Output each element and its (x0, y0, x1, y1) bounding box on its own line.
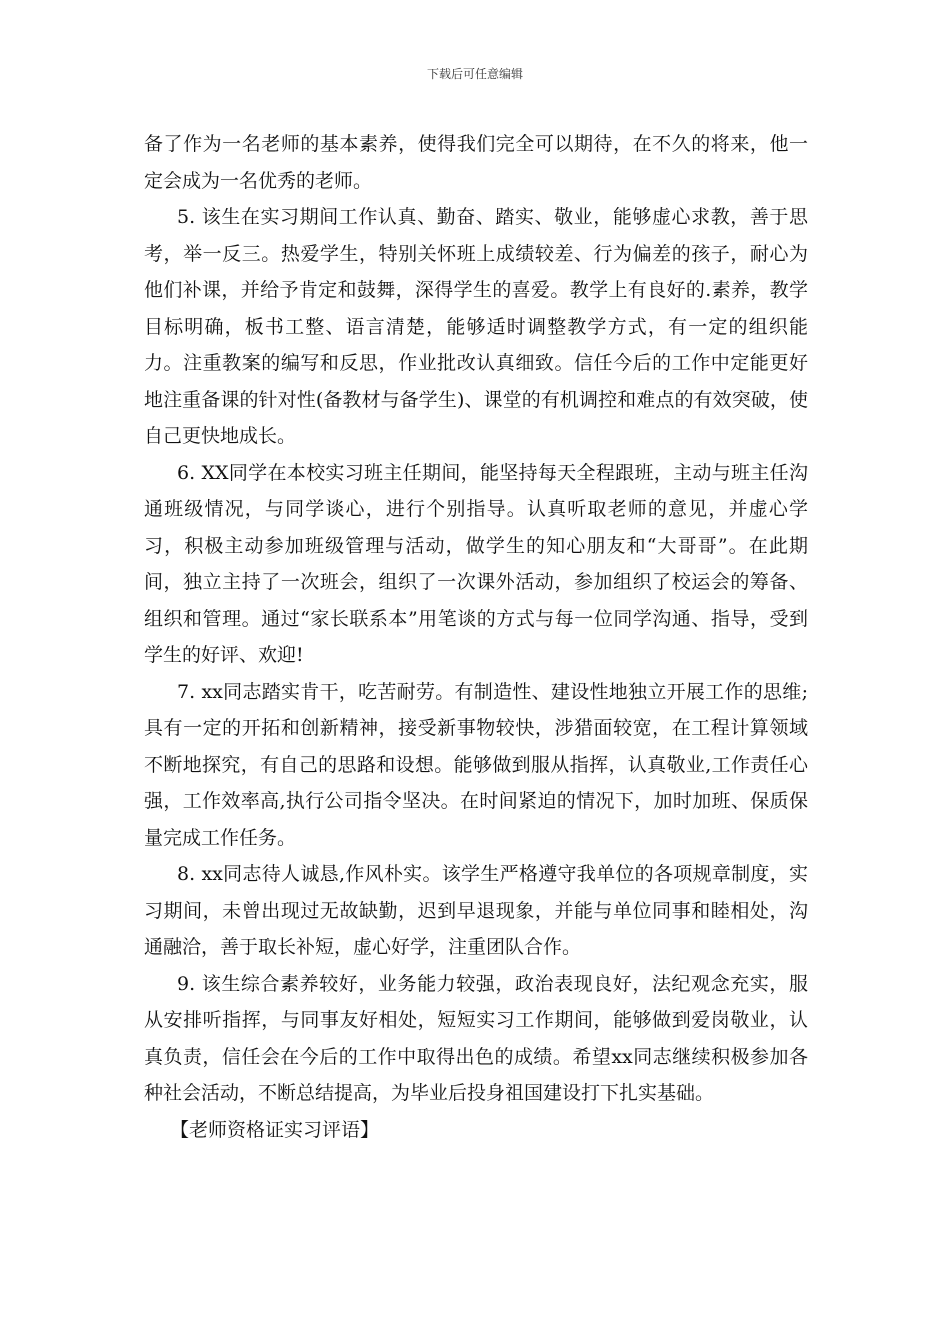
document-body (144, 126, 808, 1148)
paragraph-item-9: 9. 该生综合素养较好，业务能力较强，政治表现良好，法纪观念充实，服从安排听指挥，与同事友好相处，短短实习工作期间，能够做到爱岗敬业，认真负责，信任会在今后的工作中取得出色的成绩。希望xx同志继续积极参加各种社会活动，不断总结提高，为毕业后投身祖国建设打下扎实基础。 (144, 972, 808, 1104)
paragraph-item-7: 7. xx同志踏实肯干，吃苦耐劳。有制造性、建设性地独立开展工作的思维;具有一定的开拓和创新精神，接受新事物较快，涉猎面较宽，在工程计算领域不断地探究，有自己的思路和设想。能够做到服从指挥，认真敬业,工作责任心强，工作效率高,执行公司指令坚决。在时间紧迫的情况下，加时加班、保质保量完成工作任务。 (144, 680, 808, 849)
paragraph-continuation: 备了作为一名老师的基本素养，使得我们完全可以期待，在不久的将来，他一定会成为一名优秀的老师。 (144, 133, 808, 192)
paragraph-item-6: 6. XX同学在本校实习班主任期间，能坚持每天全程跟班，主动与班主任沟通班级情况，与同学谈心，进行个别指导。认真听取老师的意见，并虚心学习，积极主动参加班级管理与活动，做学生的知心朋友和“大哥哥”。在此期间，独立主持了一次班会，组织了一次课外活动，参加组织了校运会的筹备、组织和管理。通过“家长联系本”用笔谈的方式与每一位同学沟通、指导，受到学生的好评、欢迎! (144, 461, 808, 666)
section-title: 【老师资格证实习评语】 (170, 1118, 380, 1141)
page-header: 下载后可任意编辑 (426, 67, 523, 81)
paragraph-item-5: 5. 该生在实习期间工作认真、勤奋、踏实、敬业，能够虚心求教，善于思考，举一反三。热爱学生，特别关怀班上成绩较差、行为偏差的孩子，耐心为他们补课，并给予肯定和鼓舞，深得学生的喜爱。教学上有良好的.素养，教学目标明确，板书工整、语言清楚，能够适时调整教学方式，有一定的组织能力。注重教案的编写和反思，作业批改认真细致。信任今后的工作中定能更好地注重备课的针对性(备教材与备学生)、课堂的有机调控和难点的有效突破，使自己更快地成长。 (144, 206, 808, 447)
paragraph-item-8: 8. xx同志待人诚恳,作风朴实。该学生严格遵守我单位的各项规章制度，实习期间，未曾出现过无故缺勤，迟到早退现象，并能与单位同事和睦相处，沟通融洽，善于取长补短，虚心好学，注重团队合作。 (144, 863, 808, 958)
